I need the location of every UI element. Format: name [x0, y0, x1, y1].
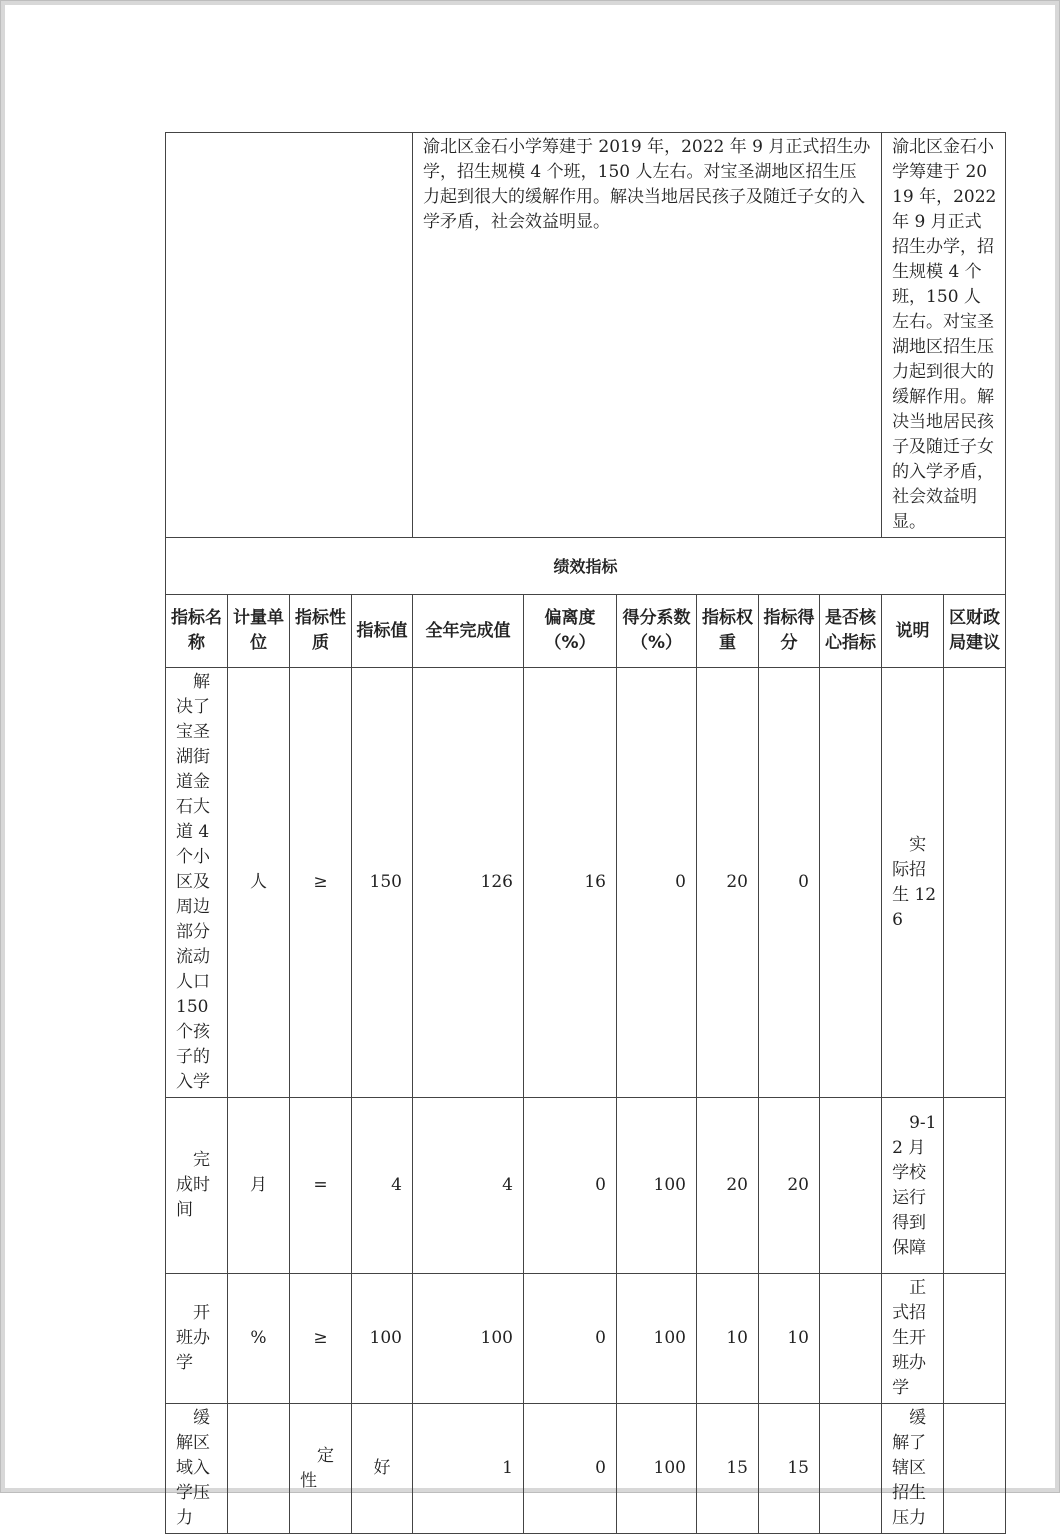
core-cell [820, 1404, 882, 1534]
weight-cell: 20 [697, 668, 759, 1098]
deviation-cell: 0 [524, 1274, 617, 1404]
score-cell: 20 [759, 1098, 820, 1274]
indicator-name: 完成时间 [166, 1098, 228, 1274]
section-title: 绩效指标 [166, 538, 1006, 595]
header-cell: 指标名称 [166, 595, 228, 668]
coef-cell: 100 [617, 1274, 697, 1404]
indicator-name: 开班办学 [166, 1274, 228, 1404]
actual-description: 渝北区金石小学筹建于 2019 年，2022 年 9 月正式招生办学，招生规模 4 个班，150 人左右。对宝圣湖地区招生压力起到很大的缓解作用。解决当地居民孩子及随迁子女的入学矛盾，社会效益明显。 [882, 133, 1006, 538]
table-row [166, 1274, 1006, 1404]
unit-cell: % [228, 1274, 290, 1404]
weight-cell: 15 [697, 1404, 759, 1534]
note-cell: 实际招生 126 [882, 668, 944, 1098]
planned-description: 渝北区金石小学筹建于 2019 年，2022 年 9 月正式招生办学，招生规模 4 个班，150 人左右。对宝圣湖地区招生压力起到很大的缓解作用。解决当地居民孩子及随迁子女的入学矛盾，社会效益明显。 [413, 133, 882, 538]
target-cell: 4 [352, 1098, 413, 1274]
weight-cell: 20 [697, 1098, 759, 1274]
indicator-name: 解决了宝圣湖街道金石大道 4 个小区及周边部分流动人口 150 个孩子的入学 [166, 668, 228, 1098]
coef-cell: 0 [617, 668, 697, 1098]
actual-cell: 1 [413, 1404, 524, 1534]
header-cell: 得分系数（%） [617, 595, 697, 668]
header-cell: 计量单位 [228, 595, 290, 668]
header-cell: 偏离度（%） [524, 595, 617, 668]
target-cell: 150 [352, 668, 413, 1098]
description-blank-cell [166, 133, 413, 538]
header-cell: 全年完成值 [413, 595, 524, 668]
target-cell: 好 [352, 1404, 413, 1534]
core-cell [820, 1274, 882, 1404]
deviation-cell: 16 [524, 668, 617, 1098]
score-cell: 15 [759, 1404, 820, 1534]
coef-cell: 100 [617, 1404, 697, 1534]
actual-cell: 100 [413, 1274, 524, 1404]
core-cell [820, 668, 882, 1098]
header-cell: 是否核心指标 [820, 595, 882, 668]
header-cell: 指标值 [352, 595, 413, 668]
table-row [166, 1404, 1006, 1534]
note-cell: 缓解了辖区招生压力 [882, 1404, 944, 1534]
note-cell: 正式招生开班办学 [882, 1274, 944, 1404]
table-row [166, 1098, 1006, 1274]
unit-cell [228, 1404, 290, 1534]
note-cell: 9-12 月学校运行得到保障 [882, 1098, 944, 1274]
deviation-cell: 0 [524, 1098, 617, 1274]
performance-table [165, 132, 1006, 1534]
advice-cell [944, 1274, 1006, 1404]
unit-cell: 月 [228, 1098, 290, 1274]
score-cell: 0 [759, 668, 820, 1098]
target-cell: 100 [352, 1274, 413, 1404]
nature-cell: 定性 [290, 1404, 352, 1534]
unit-cell: 人 [228, 668, 290, 1098]
score-cell: 10 [759, 1274, 820, 1404]
actual-cell: 4 [413, 1098, 524, 1274]
nature-cell: = [290, 1098, 352, 1274]
actual-cell: 126 [413, 668, 524, 1098]
core-cell [820, 1098, 882, 1274]
deviation-cell: 0 [524, 1404, 617, 1534]
nature-cell: ≥ [290, 668, 352, 1098]
advice-cell [944, 668, 1006, 1098]
header-cell: 指标性质 [290, 595, 352, 668]
header-cell: 说明 [882, 595, 944, 668]
nature-cell: ≥ [290, 1274, 352, 1404]
description-row [166, 133, 1006, 538]
header-cell: 指标得分 [759, 595, 820, 668]
header-cell: 区财政局建议 [944, 595, 1006, 668]
indicator-name: 缓解区域入学压力 [166, 1404, 228, 1534]
coef-cell: 100 [617, 1098, 697, 1274]
table-row [166, 668, 1006, 1098]
header-cell: 指标权重 [697, 595, 759, 668]
advice-cell [944, 1404, 1006, 1534]
weight-cell: 10 [697, 1274, 759, 1404]
header-row [166, 595, 1006, 668]
advice-cell [944, 1098, 1006, 1274]
